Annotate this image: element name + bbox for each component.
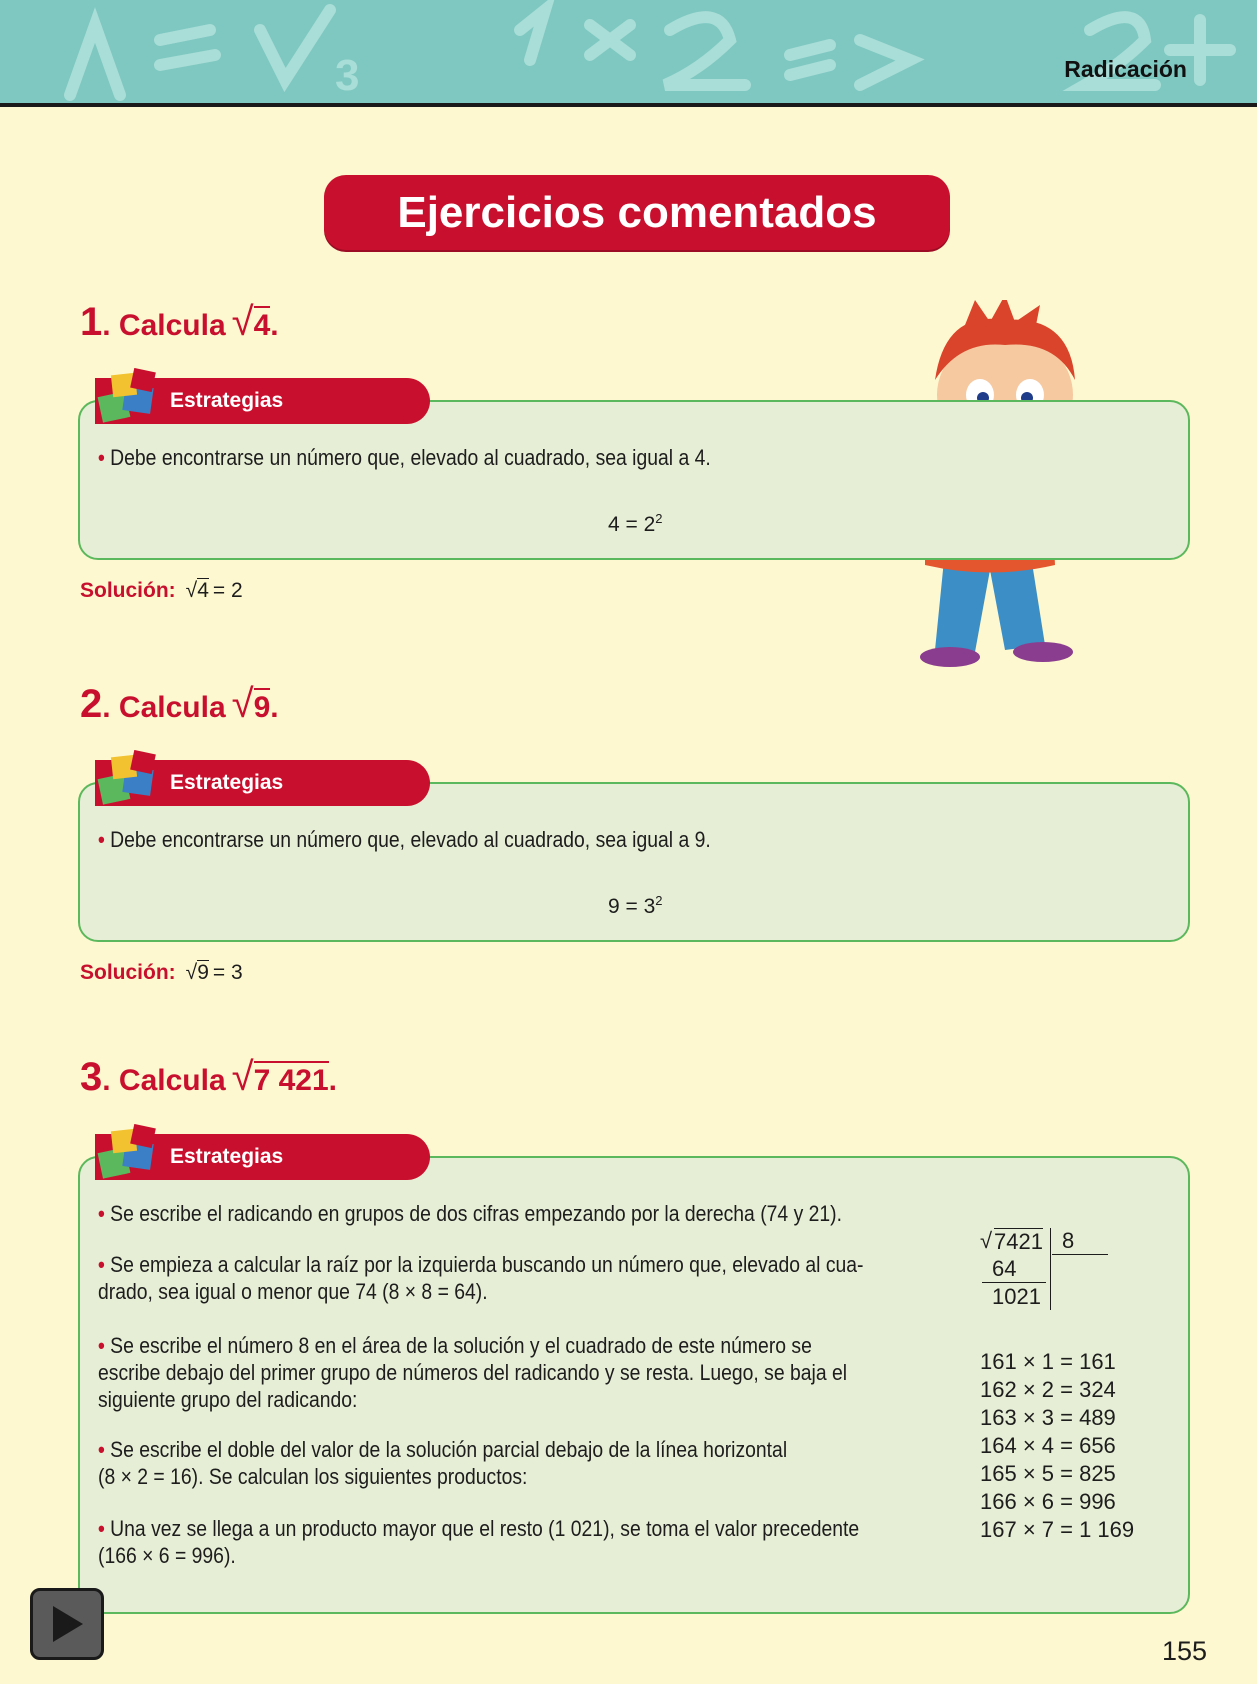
remainder: 1021 — [992, 1284, 1041, 1309]
exercise-number: 3 — [80, 1055, 103, 1099]
radical-expression: √4. — [231, 300, 279, 344]
strategy-label: Estrategias — [170, 1145, 284, 1168]
strategy-bullet: • Se escribe el doble del valor de la solución parcial debajo de la línea horizontal (8 × 2 = 16). Se calculan los siguientes productos: — [98, 1437, 788, 1489]
exercise-prompt: . Calcula — [102, 309, 226, 342]
solution-result: = 3 — [212, 961, 243, 984]
strategy-bullet: • Debe encontrarse un número que, elevado al cuadrado, sea igual a 9. — [98, 827, 711, 852]
radical-expression: √9. — [231, 682, 279, 726]
square-root-algorithm: √ 7421 8 64 1021 — [980, 1228, 1115, 1308]
strategy-label: Estrategias — [170, 771, 284, 794]
play-button[interactable] — [30, 1588, 104, 1660]
product-line: 161 × 1 = 161 — [980, 1349, 1116, 1374]
section-label: Radicación — [1064, 56, 1187, 82]
math-doodles-decoration — [0, 0, 1257, 103]
strategy-bullet: • Se empieza a calcular la raíz por la izquierda buscando un número que, elevado al cua- drado, sea igual o menor que 74 (8 × 8 = 64). — [98, 1252, 864, 1304]
header-band — [0, 0, 1257, 107]
square-subtracted: 64 — [992, 1256, 1017, 1281]
product-line: 164 × 4 = 656 — [980, 1433, 1116, 1458]
radicand: 9 — [254, 688, 271, 724]
strategy-bullet: • Debe encontrarse un número que, elevado al cuadrado, sea igual a 4. — [98, 445, 711, 470]
long-radicand: 7421 — [994, 1229, 1043, 1254]
solution-2: Solución: √ 9 = 3 — [80, 961, 243, 984]
puzzle-icon — [92, 750, 172, 812]
strategy-formula: $4 = 2^2$ — [608, 511, 663, 536]
exercise-number: 2 — [80, 682, 103, 726]
product-line: 165 × 5 = 825 — [980, 1461, 1116, 1486]
strategy-tab-1 — [95, 378, 430, 424]
product-line: 162 × 2 = 324 — [980, 1377, 1116, 1402]
strategy-tab-2 — [95, 760, 430, 806]
exercise-prompt: . Calcula — [102, 691, 226, 724]
exercise-2-heading — [80, 682, 279, 727]
radical-expression: √7 421. — [231, 1055, 338, 1099]
product-line: 167 × 7 = 1 169 — [980, 1517, 1135, 1542]
svg-text:3: 3 — [335, 51, 360, 100]
solution-radicand: 4 — [197, 579, 209, 602]
product-line: 163 × 3 = 489 — [980, 1405, 1116, 1430]
solution-label: Solución: — [80, 579, 176, 602]
strategy-bullet: • Se escribe el número 8 en el área de la solución y el cuadrado de este número se escribe debajo del primer grupo de números del radicando y se resta. Luego, se baja el siguiente grupo del radicando: — [98, 1333, 848, 1412]
solution-result: = 2 — [212, 579, 243, 602]
play-icon — [47, 1604, 87, 1644]
partial-root: 8 — [1062, 1228, 1075, 1253]
solution-label: Solución: — [80, 961, 176, 984]
strategy-formula: $9 = 3^2$ — [608, 893, 663, 918]
strategy-label: Estrategias — [170, 389, 284, 412]
exercise-3-heading — [80, 1055, 337, 1100]
exercise-1-heading — [80, 300, 279, 345]
page-title: Ejercicios comentados — [324, 175, 950, 250]
exercise-number: 1 — [80, 300, 103, 344]
puzzle-icon — [92, 368, 172, 430]
radicand: 7 421 — [254, 1061, 329, 1097]
strategy-bullet: • Se escribe el radicando en grupos de dos cifras empezando por la derecha (74 y 21). — [98, 1201, 842, 1226]
product-line: 166 × 6 = 996 — [980, 1489, 1116, 1514]
strategy-tab-3 — [95, 1134, 430, 1180]
solution-1: Solución: √ 4 = 2 — [80, 579, 243, 602]
strategy-bullet: • Una vez se llega a un producto mayor que el resto (1 021), se toma el valor precedente (166 × 6 = 996). — [98, 1516, 860, 1568]
radicand: 4 — [254, 306, 271, 342]
products-list — [980, 1348, 1134, 1544]
puzzle-icon — [92, 1124, 172, 1186]
exercise-prompt: . Calcula — [102, 1064, 226, 1097]
solution-radicand: 9 — [197, 961, 209, 984]
page-number: 155 — [1161, 1636, 1207, 1666]
